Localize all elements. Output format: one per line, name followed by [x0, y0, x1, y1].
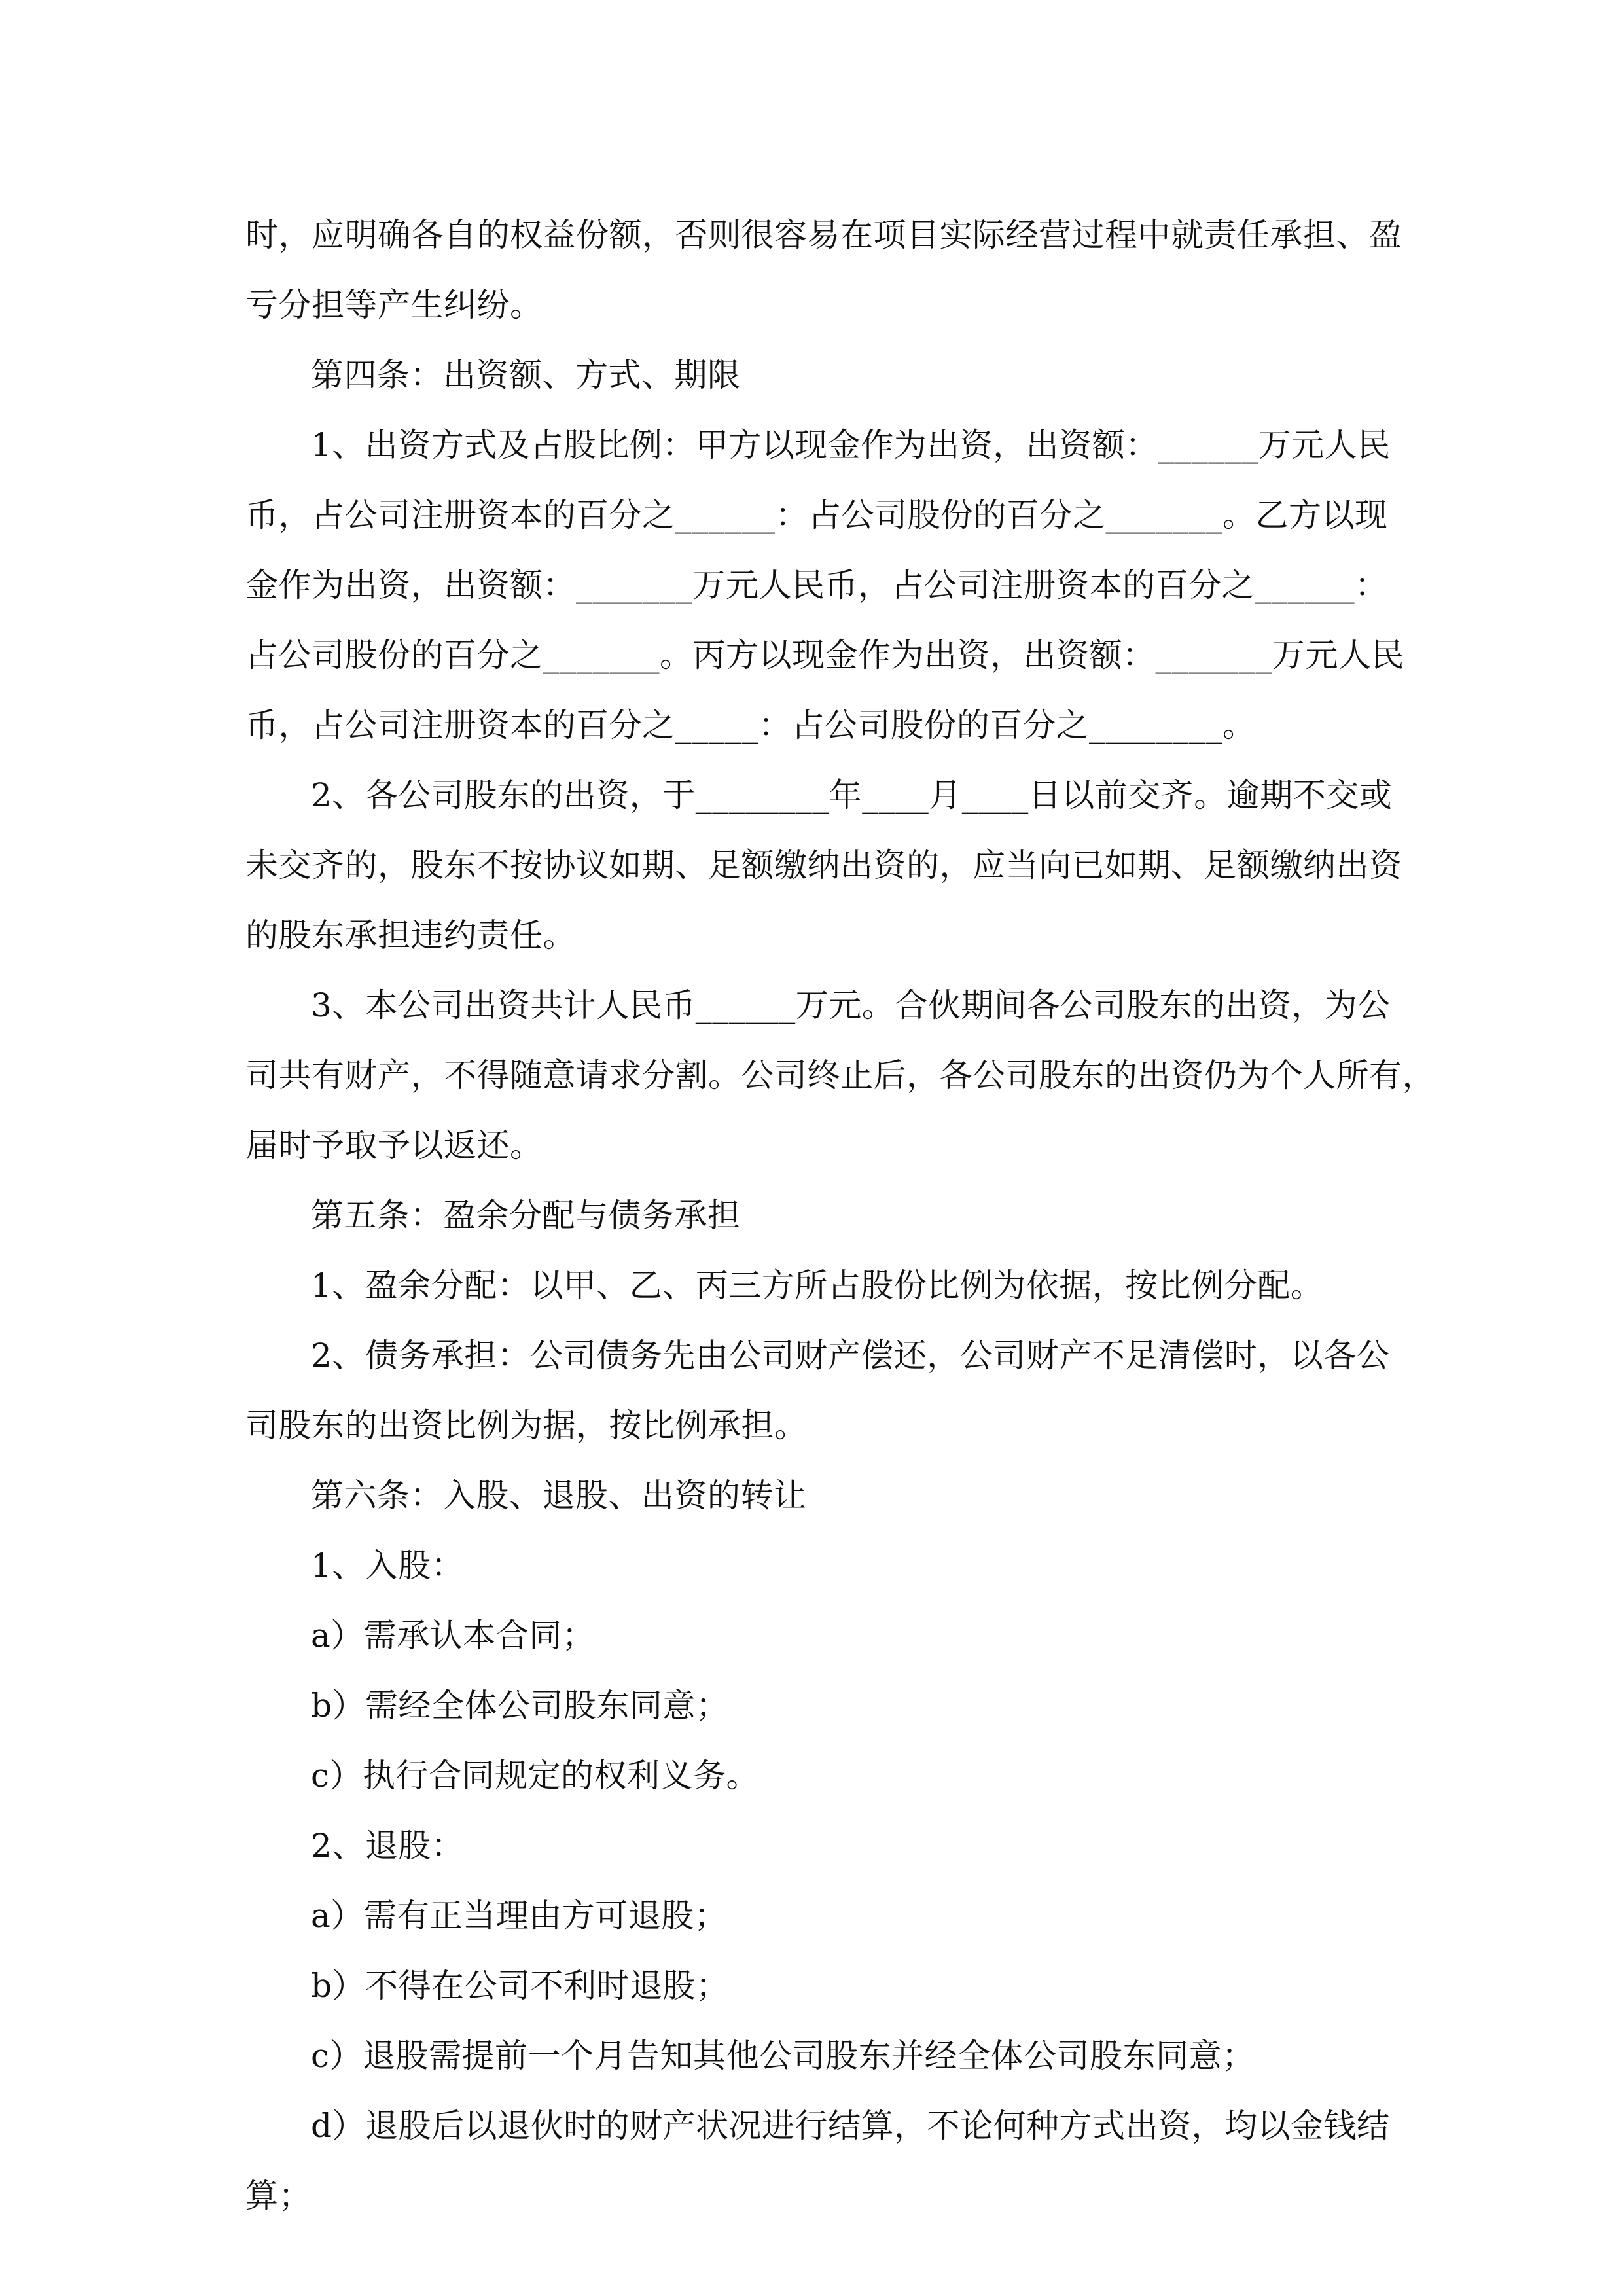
paragraph-line: 金作为出资，出资额：_______万元人民币，占公司注册资本的百分之______： — [245, 566, 1388, 604]
paragraph-line: 亏分担等产生纠纷。 — [245, 286, 543, 324]
paragraph-line: 司股东的出资比例为据，按比例承担。 — [245, 1407, 808, 1444]
paragraph-line: 占公司股份的百分之_______。丙方以现金作为出资，出资额：_______万元人民 — [245, 636, 1404, 674]
list-item: c）执行合同规定的权利义务。 — [311, 1757, 760, 1795]
paragraph-line: 1、盈余分配：以甲、乙、丙三方所占股份比例为依据，按比例分配。 — [311, 1266, 1324, 1304]
paragraph-line: 算； — [245, 2177, 312, 2215]
article-heading: 第四条：出资额、方式、期限 — [311, 356, 741, 394]
list-item: a）需承认本合同； — [311, 1617, 596, 1655]
list-item: 1、入股： — [311, 1547, 465, 1585]
paragraph-line: 2、各公司股东的出资，于________年____月____日以前交齐。逾期不交或 — [311, 776, 1393, 814]
list-item: b）不得在公司不利时退股； — [311, 1967, 729, 2005]
list-item: a）需有正当理由方可退股； — [311, 1897, 728, 1935]
paragraph-line: 司共有财产，不得随意请求分割。公司终止后，各公司股东的出资仍为个人所有， — [245, 1056, 1435, 1094]
contract-text — [245, 200, 1435, 2231]
paragraph-line: 2、债务承担：公司债务先由公司财产偿还，公司财产不足清偿时，以各公 — [311, 1336, 1390, 1374]
list-item: b）需经全体公司股东同意； — [311, 1687, 729, 1725]
paragraph-line: 未交齐的，股东不按协议如期、足额缴纳出资的，应当向已如期、足额缴纳出资 — [245, 846, 1402, 884]
list-item: d）退股后以退伙时的财产状况进行结算，不论何种方式出资，均以金钱结 — [311, 2107, 1390, 2145]
paragraph-line: 3、本公司出资共计人民币______万元。合伙期间各公司股东的出资，为公 — [311, 986, 1391, 1024]
paragraph-line: 时，应明确各自的权益份额，否则很容易在项目实际经营过程中就责任承担、盈 — [245, 216, 1402, 254]
paragraph-line: 币，占公司注册资本的百分之_____：占公司股份的百分之________。 — [245, 706, 1256, 744]
paragraph-line: 的股东承担违约责任。 — [245, 916, 576, 954]
article-heading: 第六条：入股、退股、出资的转让 — [311, 1477, 807, 1515]
paragraph-line: 1、出资方式及占股比例：甲方以现金作为出资，出资额：______万元人民 — [311, 426, 1391, 464]
article-heading: 第五条：盈余分配与债务承担 — [311, 1196, 741, 1234]
paragraph-line: 币，占公司注册资本的百分之______：占公司股份的百分之_______。乙方以现 — [245, 496, 1388, 534]
list-item: 2、退股： — [311, 1827, 465, 1865]
list-item: c）退股需提前一个月告知其他公司股东并经全体公司股东同意； — [311, 2037, 1255, 2075]
paragraph-line: 届时予取予以返还。 — [245, 1126, 543, 1164]
